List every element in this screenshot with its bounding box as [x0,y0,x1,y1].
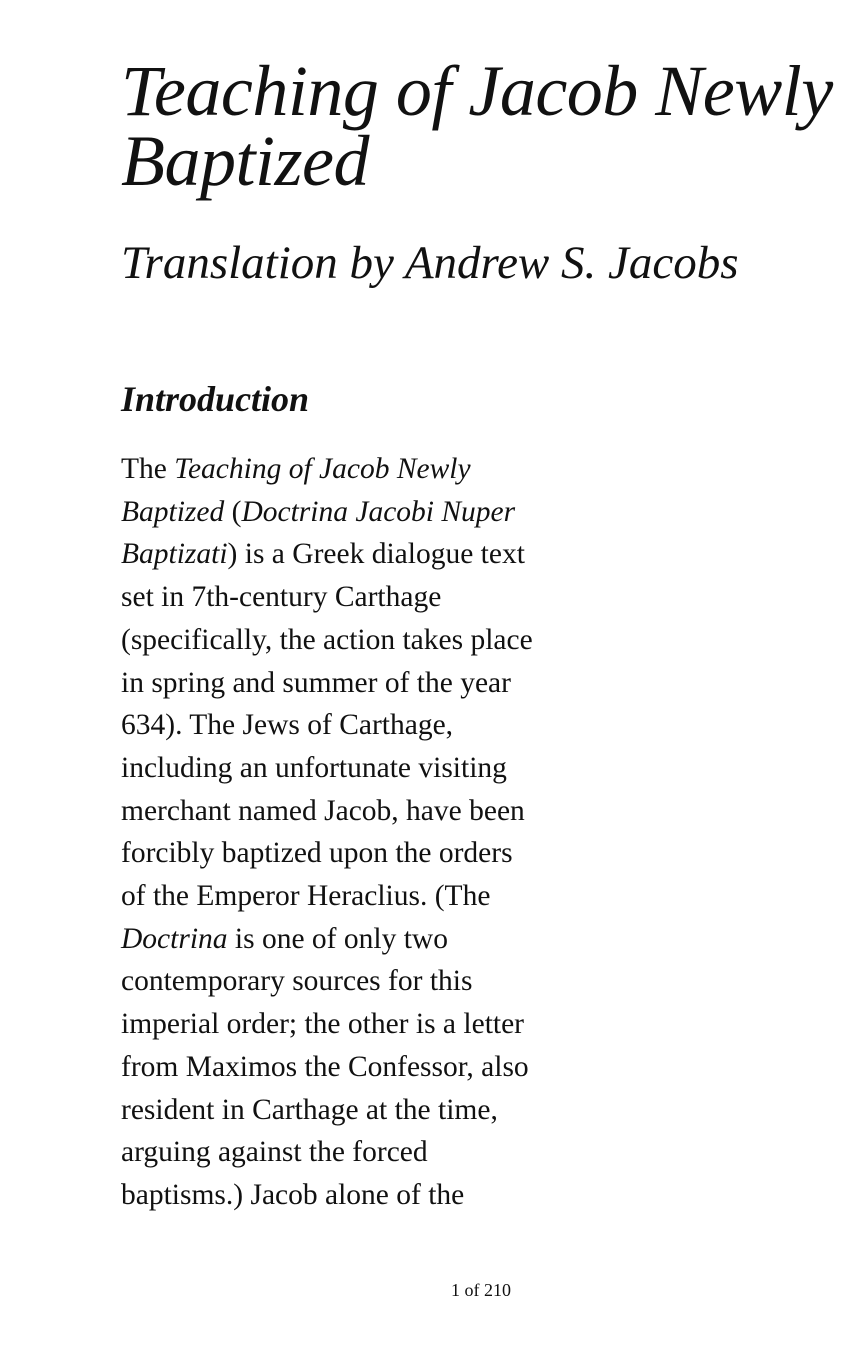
italic-title-run: Doctrina [121,922,228,955]
title-line-2: Baptized [121,121,369,201]
paragraph-line [121,448,581,491]
paragraph-line: from Maximos the Confessor, also [121,1050,529,1083]
paragraph-line [121,918,581,961]
paragraph-line: 634). The Jews of Carthage, [121,709,454,742]
paragraph-line [121,533,581,576]
text-run: is one of only two [227,922,448,955]
paragraph-line: forcibly baptized upon the orders [121,837,513,870]
translator-subtitle: Translation by Andrew S. Jacobs [121,237,739,289]
paragraph-line: contemporary sources for this [121,965,473,998]
document-title [121,51,841,201]
page-number: 1 of 210 [451,1280,511,1300]
paragraph-line: (specifically, the action takes place [121,623,533,656]
paragraph-line: of the Emperor Heraclius. (The [121,880,491,913]
italic-latin-title-run: Doctrina Jacobi Nuper [241,495,516,528]
section-heading-introduction: Introduction [121,379,310,419]
italic-title-run: Teaching of Jacob Newly [174,453,471,485]
introduction-paragraph [121,448,581,1217]
paragraph-line: resident in Carthage at the time, [121,1093,498,1126]
paragraph-line: in spring and summer of the year [121,666,511,699]
italic-title-run: Baptized [121,495,225,528]
paragraph-line: merchant named Jacob, have been [121,794,525,827]
text-run: The [121,453,175,485]
text-run: ) is a Greek dialogue text [227,538,525,571]
italic-latin-title-run: Baptizati [121,538,228,571]
paragraph-line: baptisms.) Jacob alone of the [121,1178,465,1211]
paragraph-line: set in 7th-century Carthage [121,581,442,614]
paragraph-line: including an unfortunate visiting [121,751,507,784]
text-run: ( [224,495,242,528]
title-line-1: Teaching of Jacob Newly [121,51,833,131]
paragraph-line [121,491,581,534]
paragraph-line: arguing against the forced [121,1136,428,1169]
paragraph-line: imperial order; the other is a letter [121,1008,525,1041]
